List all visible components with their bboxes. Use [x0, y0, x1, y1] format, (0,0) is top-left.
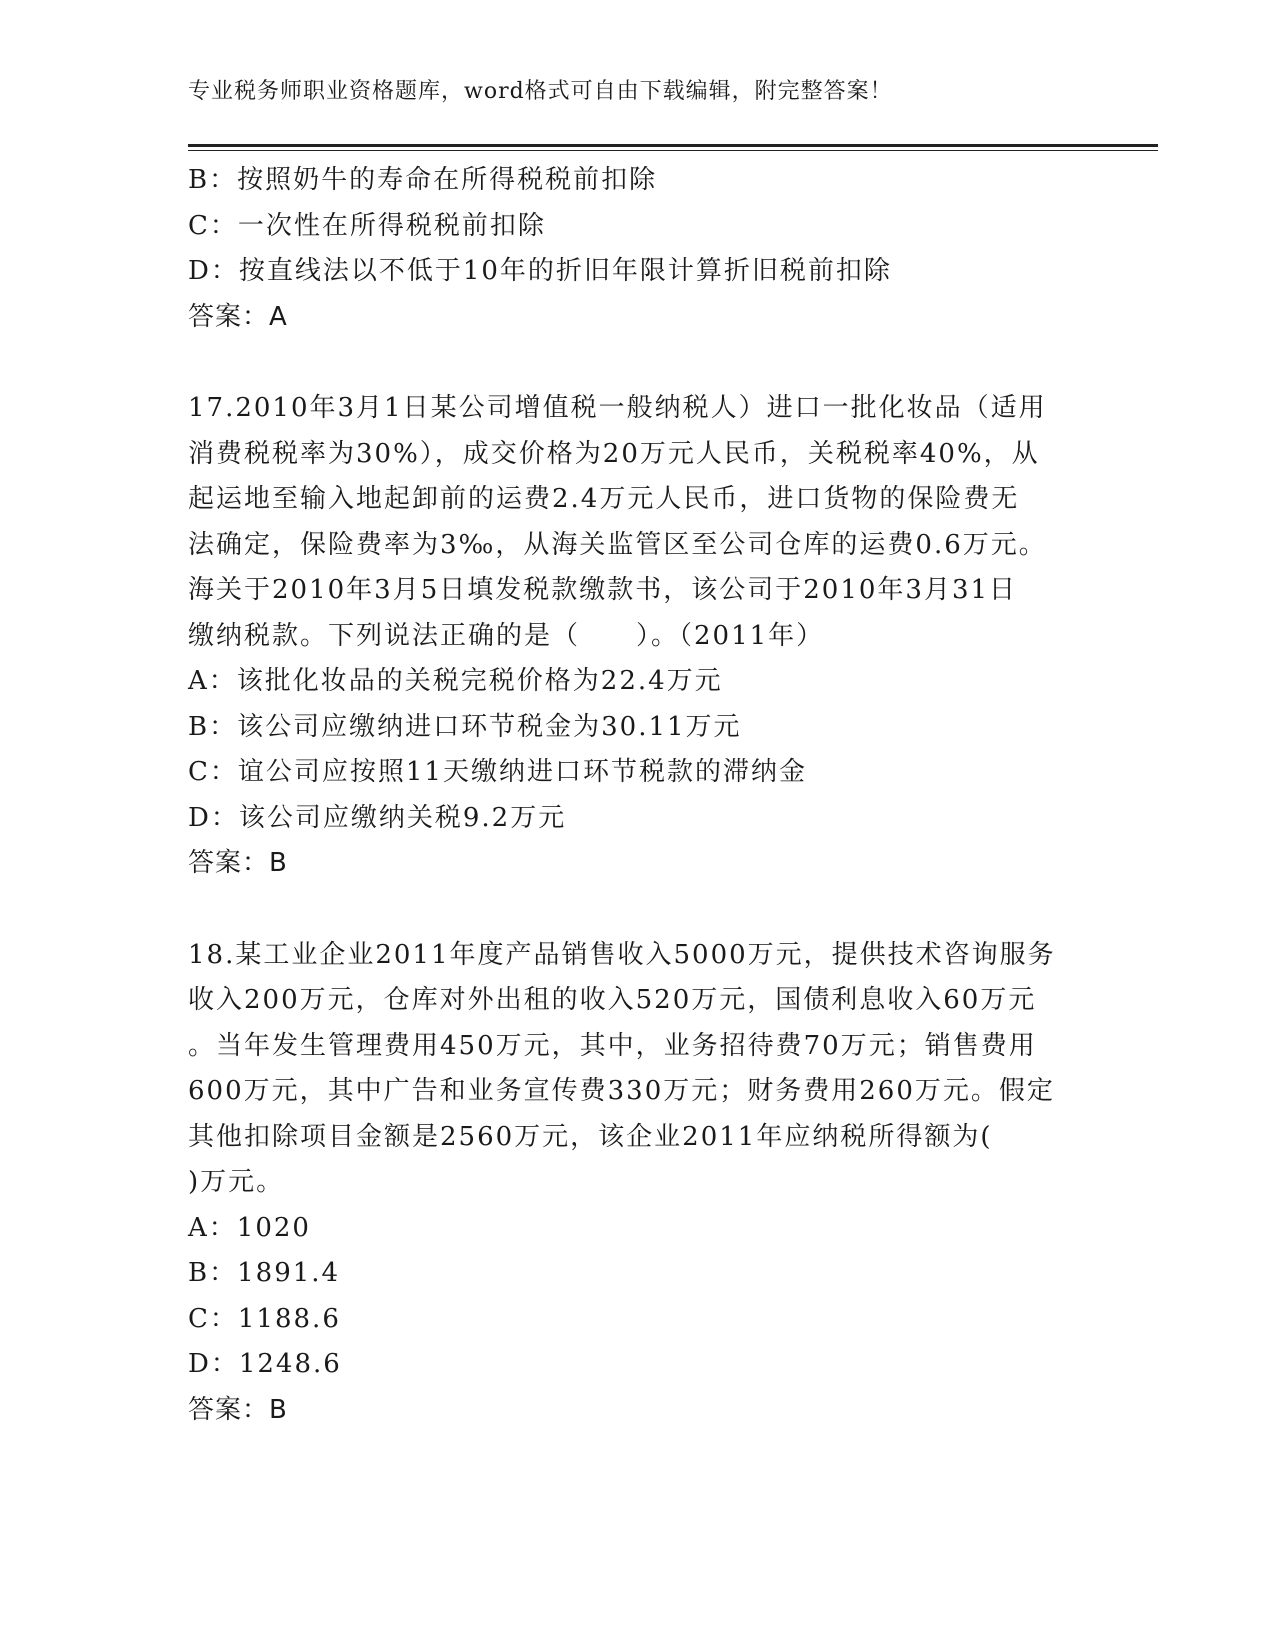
option-a: A：该批化妆品的关税完税价格为22.4万元 [188, 666, 723, 696]
option-b: B：按照奶牛的寿命在所得税税前扣除 [188, 165, 658, 195]
option-d: D：该公司应缴纳关税9.2万元 [188, 802, 567, 833]
question-text-line: 起运地至输入地起卸前的运费2.4万元人民币，进口货物的保险费无 [188, 484, 1020, 514]
question-text-line: 缴纳税款。下列说法正确的是（ ）。（2011年） [188, 620, 825, 651]
answer: 答案：B [188, 1394, 288, 1425]
question-text-line: 法确定，保险费率为3‰，从海关监管区至公司仓库的运费0.6万元。 [188, 529, 1047, 560]
option-a: A：1020 [188, 1212, 311, 1243]
spacer [188, 340, 1098, 386]
question-text-line: 17.2010年3月1日某公司增值税一般纳税人）进口一批化妆品（适用 [188, 393, 1047, 423]
question-text-line: 600万元，其中广告和业务宣传费330万元；财务费用260万元。假定 [188, 1076, 1055, 1106]
question-text-line: 海关于2010年3月5日填发税款缴款书，该公司于2010年3月31日 [188, 575, 1018, 605]
question-text-line: 消费税税率为30%），成交价格为20万元人民币，关税税率40%，从 [188, 438, 1040, 469]
option-d: D：1248.6 [188, 1349, 342, 1379]
option-c: C：谊公司应按照11天缴纳进口环节税款的滞纳金 [188, 757, 807, 787]
option-c: C：一次性在所得税税前扣除 [188, 210, 546, 241]
question-text-line: 收入200万元，仓库对外出租的收入520万元，国债利息收入60万元 [188, 985, 1037, 1015]
question-text-line: )万元。 [188, 1167, 285, 1197]
document-body [188, 158, 1098, 1433]
question-18 [188, 933, 1098, 1434]
question-17 [188, 386, 1098, 887]
question-text-line: 其他扣除项目金额是2560万元，该企业2011年应纳税所得额为( [188, 1121, 993, 1152]
answer: 答案：B [188, 848, 288, 878]
question-text-line: 18.某工业企业2011年度产品销售收入5000万元，提供技术咨询服务 [188, 939, 1056, 970]
spacer [188, 887, 1098, 933]
answer: 答案：A [188, 301, 288, 332]
header-rule [188, 144, 1158, 151]
option-d: D：按直线法以不低于10年的折旧年限计算折旧税前扣除 [188, 256, 892, 286]
option-c: C：1188.6 [188, 1303, 341, 1334]
option-b: B：1891.4 [188, 1258, 341, 1288]
option-b: B：该公司应缴纳进口环节税金为30.11万元 [188, 711, 742, 742]
prev-question [188, 158, 1098, 340]
question-text-line: 。当年发生管理费用450万元，其中，业务招待费70万元；销售费用 [188, 1030, 1037, 1061]
page-header: 专业税务师职业资格题库，word格式可自由下载编辑，附完整答案！ [188, 79, 893, 104]
